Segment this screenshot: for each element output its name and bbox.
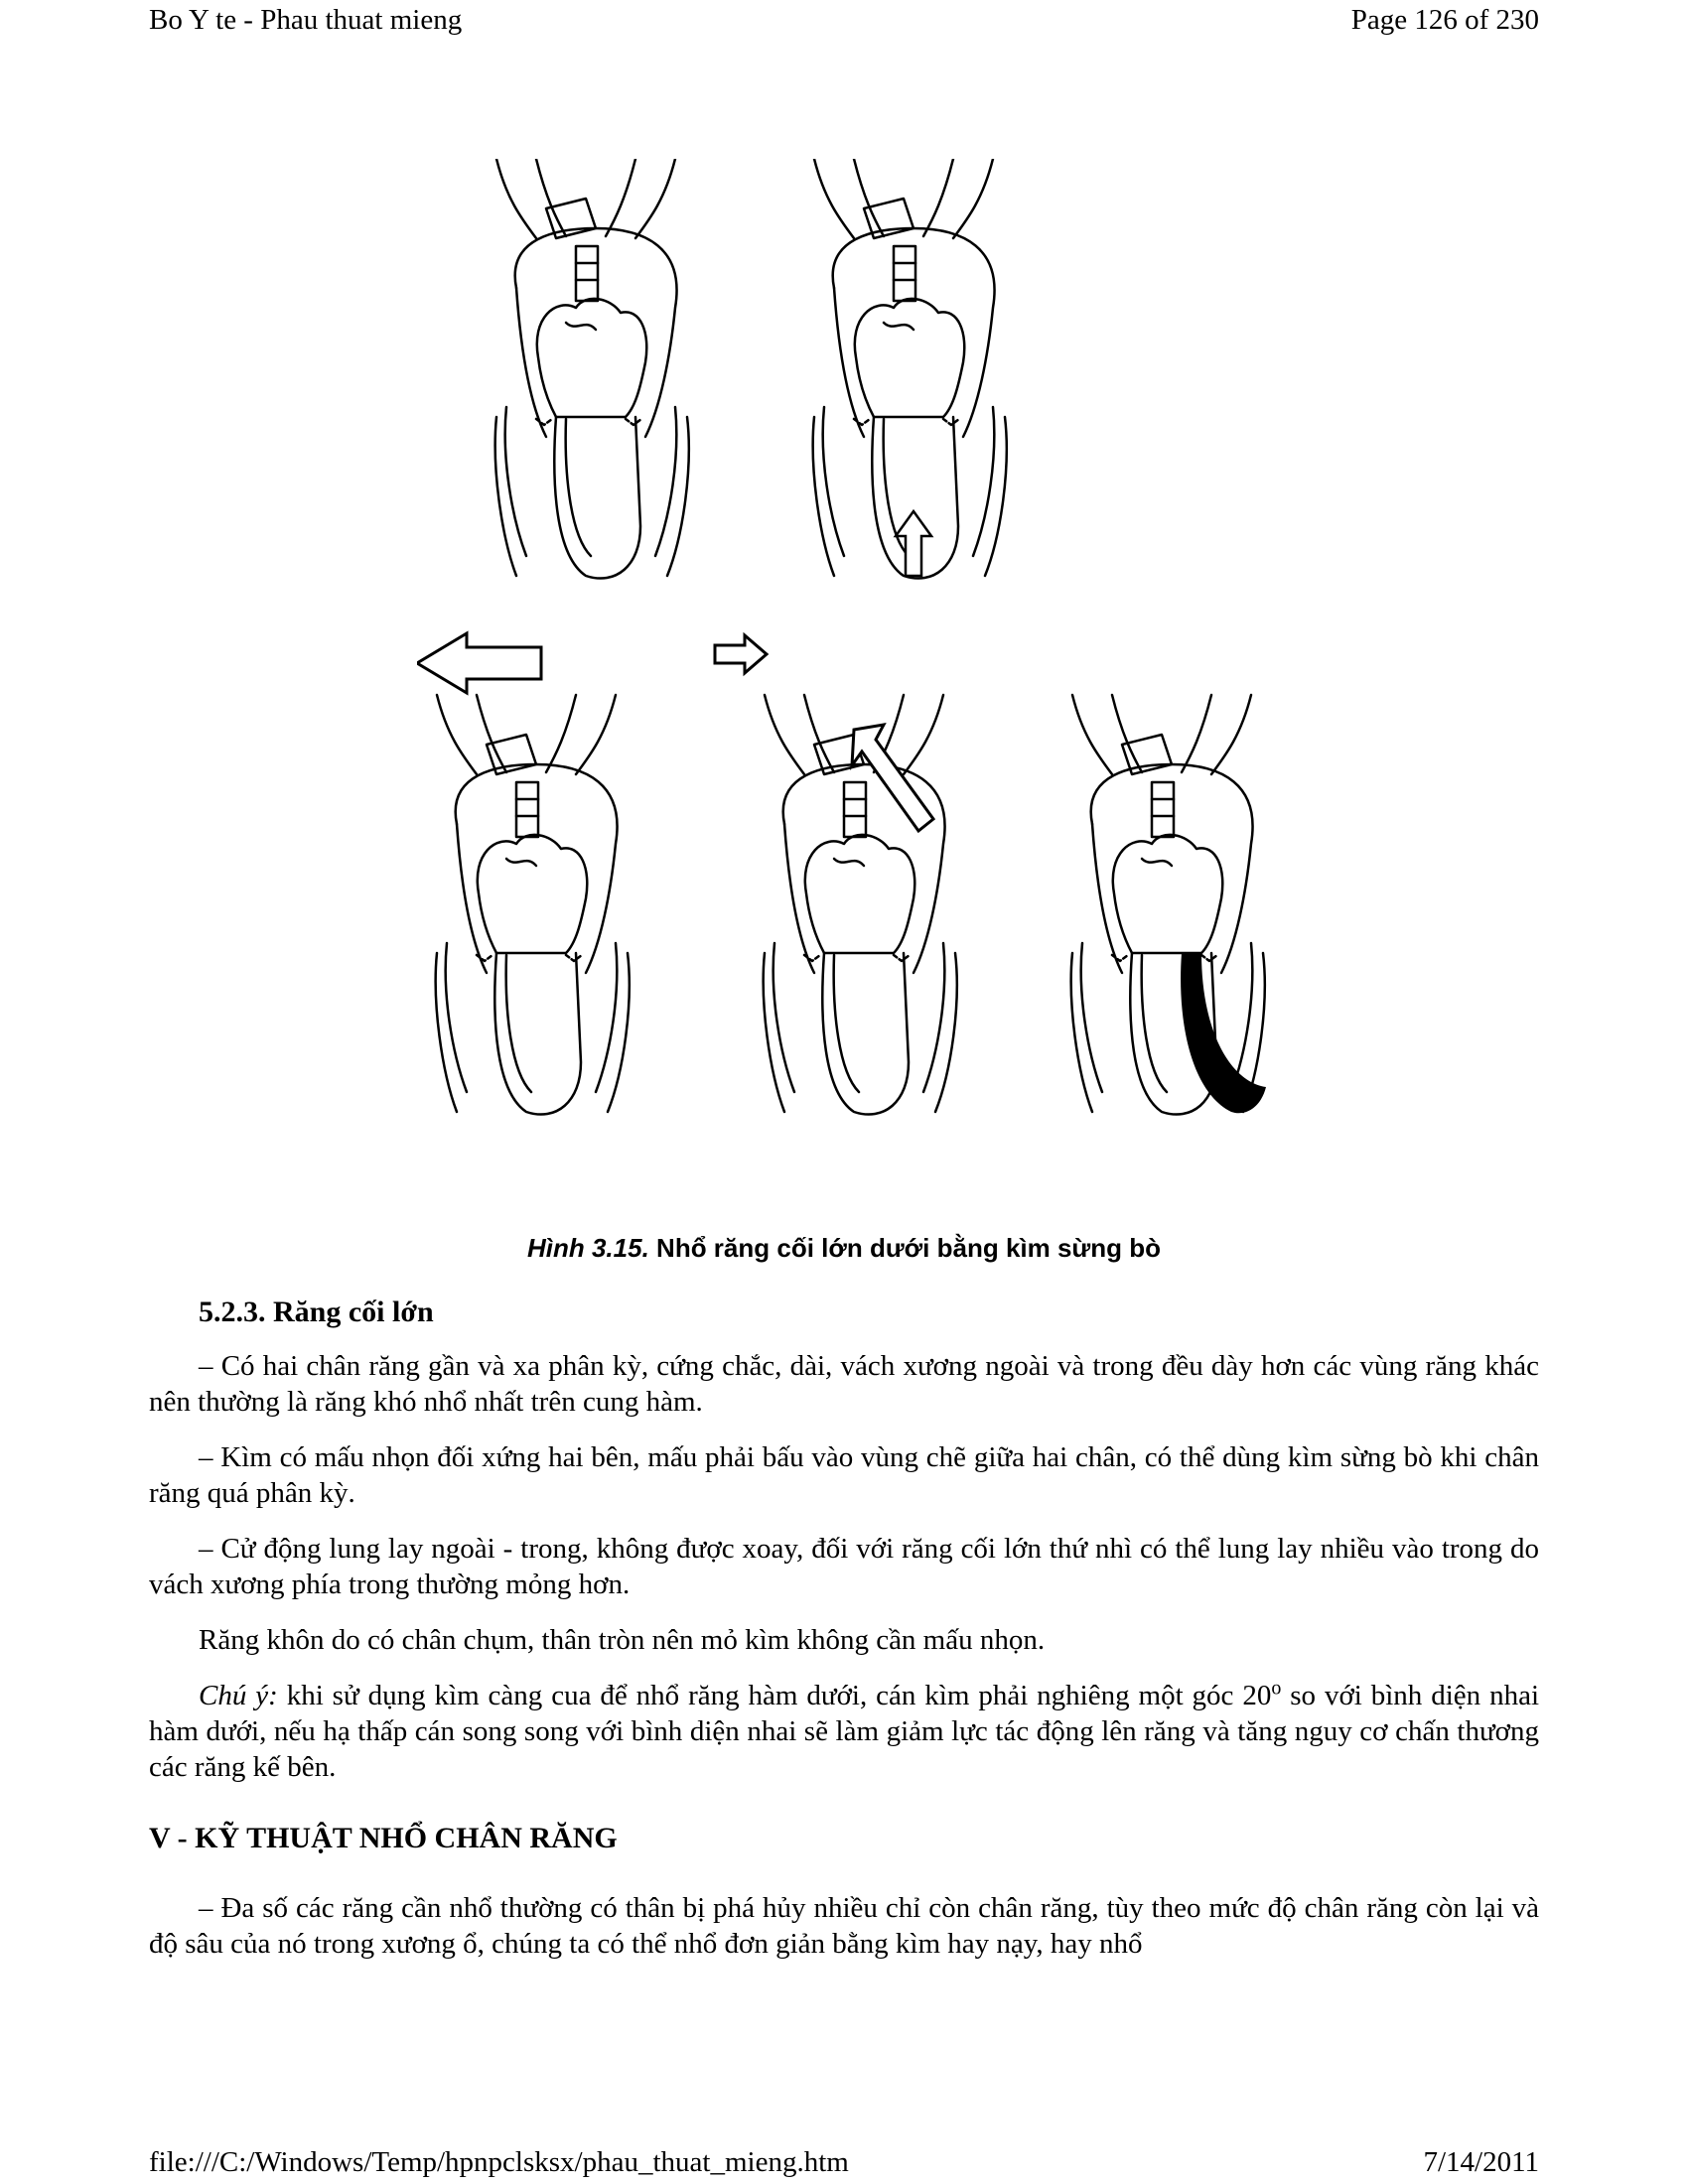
degree-superscript: o [1271,1677,1282,1700]
arrow-left-icon [417,633,541,693]
note-paragraph [149,1678,1539,1785]
figure-caption [0,1233,1688,1264]
page-footer [149,2146,1539,2182]
figure-forceps-extraction [417,159,1311,1191]
paragraph: Răng khôn do có chân chụm, thân tròn nên mỏ kìm không cần mấu nhọn. [199,1624,1046,1656]
caption-text: Nhổ răng cối lớn dưới bằng kìm sừng bò [648,1233,1162,1263]
chapter-heading: V - KỸ THUẬT NHỔ CHÂN RĂNG [149,1822,618,1854]
note-text: khi sử dụng kìm càng cua để nhổ răng hàm dưới, cán kìm phải nghiêng một góc 20 [277,1680,1272,1711]
arrow-right-icon [715,635,767,673]
paragraph: – Có hai chân răng gần và xa phân kỳ, cứng chắc, dài, vách xương ngoài và trong đều dày hơn các vùng răng khác nên thường là răng khó nhổ nhất trên cung hàm. [149,1350,1539,1418]
paragraph: – Đa số các răng cần nhổ thường có thân bị phá hủy nhiều chỉ còn chân răng, tùy theo mức độ chân răng còn lại và độ sâu của nó trong xương ổ, chúng ta có thể nhổ đơn giản bằng kìm hay nạy, hay nhổ [149,1892,1539,1960]
footer-date: 7/14/2011 [1423,2146,1539,2178]
note-label: Chú ý: [199,1680,278,1711]
header-title: Bo Y te - Phau thuat mieng [149,4,463,36]
paragraph: – Cử động lung lay ngoài - trong, không được xoay, đối với răng cối lớn thứ nhì có thể lung lay nhiều vào trong do vách xương phía trong thường mỏng hơn. [149,1533,1539,1600]
page-content [149,1295,1539,1981]
caption-label: Hình 3.15. [526,1233,649,1263]
header-page-number: Page 126 of 230 [1350,4,1539,36]
section-heading: 5.2.3. Răng cối lớn [199,1296,434,1328]
paragraph: – Kìm có mấu nhọn đối xứng hai bên, mấu phải bấu vào vùng chẽ giữa hai chân, có thể dùng kìm sừng bò khi chân răng quá phân kỳ. [149,1441,1539,1509]
page-header [149,4,1539,40]
forceps-tooth-illustration [417,159,1311,1191]
footer-file-path: file:///C:/Windows/Temp/hpnpclsksx/phau_thuat_mieng.htm [149,2146,849,2178]
note-text: so với bình diện nhai hàm dưới, nếu hạ thấp cán song song với bình diện nhai sẽ làm giảm lực tác động lên răng và tăng nguy cơ chấn thương các răng kế bên. [149,1680,1539,1783]
